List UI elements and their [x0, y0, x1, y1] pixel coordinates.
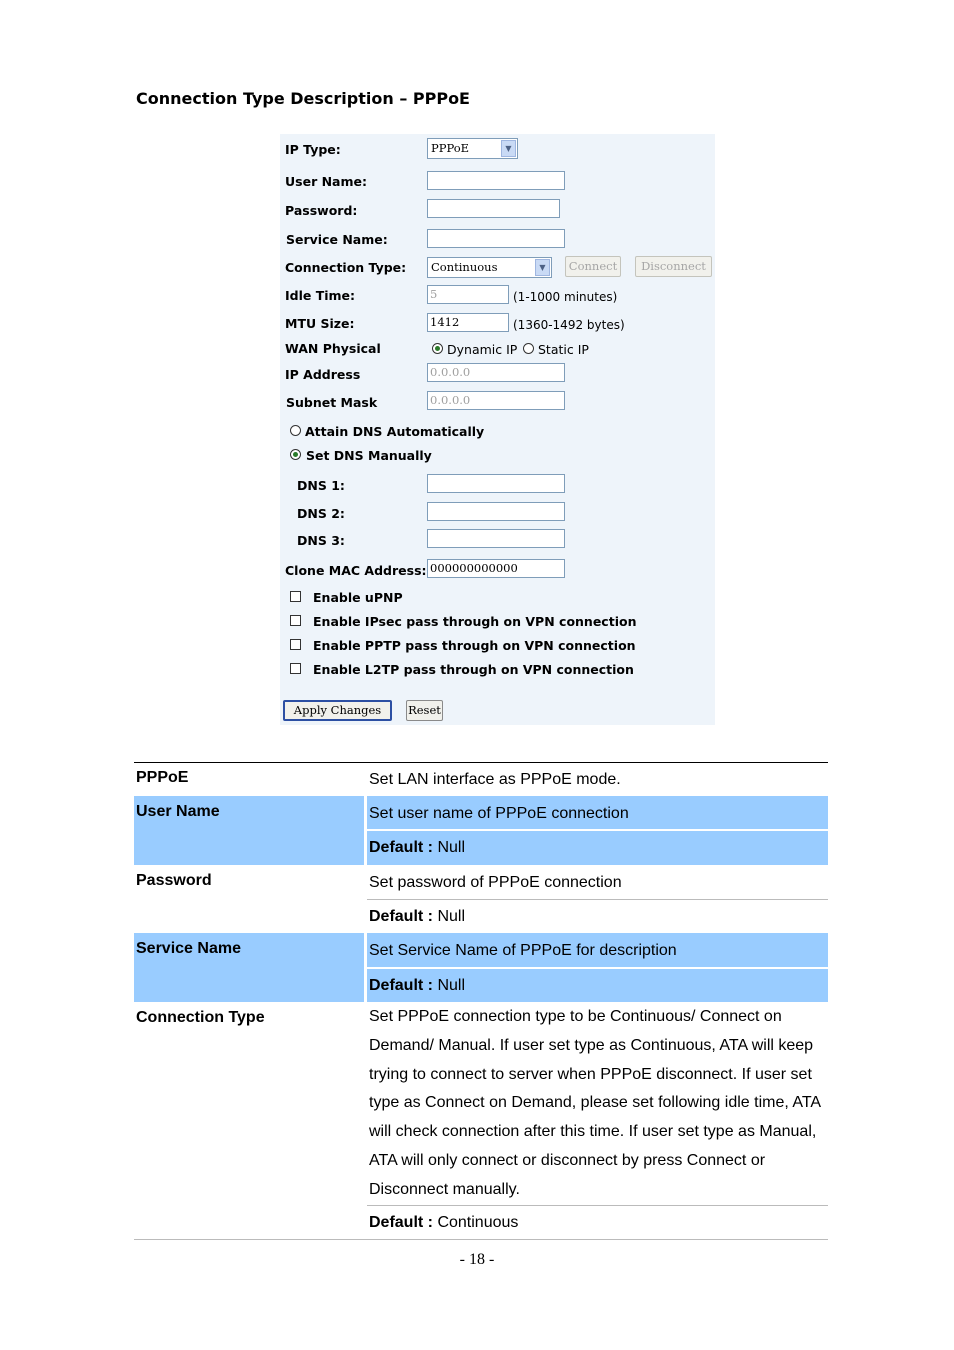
connection-type-value: Continuous [431, 260, 498, 274]
attain-dns-radio[interactable] [290, 425, 301, 436]
enable-l2tp-label: Enable L2TP pass through on VPN connection [313, 662, 634, 677]
enable-l2tp-checkbox[interactable] [290, 663, 301, 674]
ip-address-label: IP Address [285, 367, 361, 382]
disconnect-button[interactable]: Disconnect [635, 256, 712, 277]
attain-dns-label: Attain DNS Automatically [305, 424, 485, 439]
table-bottom-rule [134, 1239, 828, 1240]
dns1-label: DNS 1: [297, 478, 345, 493]
pppoe-settings-panel [280, 134, 715, 725]
clone-mac-input[interactable]: 000000000000 [427, 559, 565, 578]
ip-type-select[interactable] [427, 138, 518, 159]
row-desc-service-name: Set Service Name of PPPoE for description [369, 942, 677, 959]
connection-type-label: Connection Type: [285, 260, 407, 275]
desc-line: Demand/ Manual. If user set type as Continuous, ATA will keep [369, 1036, 814, 1054]
desc-line: Disconnect manually. [369, 1180, 520, 1198]
row-desc-password: Set password of PPPoE connection [369, 874, 622, 891]
clone-mac-label: Clone MAC Address: [285, 563, 427, 578]
row-desc-user-name: Set user name of PPPoE connection [369, 805, 629, 822]
dns2-input[interactable] [427, 502, 565, 521]
default-label: Default : [369, 908, 433, 925]
enable-upnp-checkbox[interactable] [290, 591, 301, 602]
enable-pptp-label: Enable PPTP pass through on VPN connection [313, 638, 636, 653]
default-value: Null [437, 977, 466, 994]
enable-ipsec-checkbox[interactable] [290, 615, 301, 626]
desc-line: will check connection after this time. If user set type as Manual, [369, 1123, 817, 1141]
chevron-down-icon: ▼ [535, 259, 550, 276]
row-key-password: Password [136, 872, 212, 889]
apply-changes-button[interactable]: Apply Changes [283, 700, 392, 721]
cell-divider [367, 899, 828, 900]
wan-physical-label: WAN Physical [285, 341, 381, 356]
row-default-user-name [369, 839, 465, 857]
default-value: Continuous [437, 1214, 519, 1231]
static-ip-radio[interactable] [523, 343, 534, 354]
desc-line: Set PPPoE connection type to be Continuous/ Connect on [369, 1008, 782, 1025]
reset-button[interactable]: Reset [406, 700, 443, 721]
ip-address-input[interactable]: 0.0.0.0 [427, 363, 565, 382]
set-dns-manually-label: Set DNS Manually [306, 448, 432, 463]
row-key-pppoe: PPPoE [136, 769, 189, 786]
row-desc-connection-type [369, 1003, 829, 1205]
service-name-label: Service Name: [286, 232, 388, 247]
enable-pptp-checkbox[interactable] [290, 639, 301, 650]
dns3-input[interactable] [427, 529, 565, 548]
cell-divider [367, 1205, 828, 1206]
password-input[interactable] [427, 199, 560, 218]
user-name-label: User Name: [285, 174, 367, 189]
connection-type-select[interactable] [427, 257, 552, 278]
dynamic-ip-label: Dynamic IP [447, 342, 518, 357]
row-default-connection-type [369, 1214, 518, 1232]
row-default-password [369, 908, 465, 926]
chevron-down-icon: ▼ [501, 140, 516, 157]
static-ip-label: Static IP [538, 342, 589, 357]
default-label: Default : [369, 977, 433, 994]
mtu-size-hint: (1360-1492 bytes) [513, 318, 625, 332]
page-number: - 18 - [459, 1251, 495, 1268]
default-value: Null [437, 908, 466, 925]
password-label: Password: [285, 203, 358, 218]
subnet-mask-label: Subnet Mask [286, 395, 378, 410]
default-label: Default : [369, 839, 433, 856]
user-name-input[interactable] [427, 171, 565, 190]
desc-line: type as Connect on Demand, please set following idle time, ATA [369, 1094, 822, 1112]
dns2-label: DNS 2: [297, 506, 345, 521]
connect-button[interactable]: Connect [565, 256, 621, 277]
enable-ipsec-label: Enable IPsec pass through on VPN connection [313, 614, 637, 629]
default-label: Default : [369, 1214, 433, 1231]
desc-line: trying to connect to server when PPPoE disconnect. If user set [369, 1065, 812, 1083]
table-top-rule [134, 762, 828, 763]
ip-type-value: PPPoE [431, 141, 470, 155]
service-name-input[interactable] [427, 229, 565, 248]
subnet-mask-input[interactable]: 0.0.0.0 [427, 391, 565, 410]
ip-type-label: IP Type: [285, 142, 341, 157]
idle-time-hint: (1-1000 minutes) [513, 290, 618, 304]
row-key-user-name: User Name [136, 803, 220, 820]
idle-time-input[interactable]: 5 [427, 285, 509, 304]
default-value: Null [437, 839, 466, 856]
dynamic-ip-radio[interactable] [432, 343, 443, 354]
mtu-size-label: MTU Size: [285, 316, 355, 331]
row-desc-pppoe: Set LAN interface as PPPoE mode. [369, 771, 621, 788]
enable-upnp-label: Enable uPNP [313, 590, 403, 605]
idle-time-label: Idle Time: [285, 288, 356, 303]
dns1-input[interactable] [427, 474, 565, 493]
section-heading: Connection Type Description – PPPoE [136, 89, 470, 108]
dns3-label: DNS 3: [297, 533, 345, 548]
desc-line: ATA will only connect or disconnect by press Connect or [369, 1151, 766, 1169]
set-dns-manually-radio[interactable] [290, 449, 301, 460]
mtu-size-input[interactable]: 1412 [427, 313, 509, 332]
row-key-connection-type: Connection Type [136, 1009, 265, 1026]
row-key-service-name: Service Name [136, 940, 241, 957]
row-default-service-name [369, 977, 465, 995]
